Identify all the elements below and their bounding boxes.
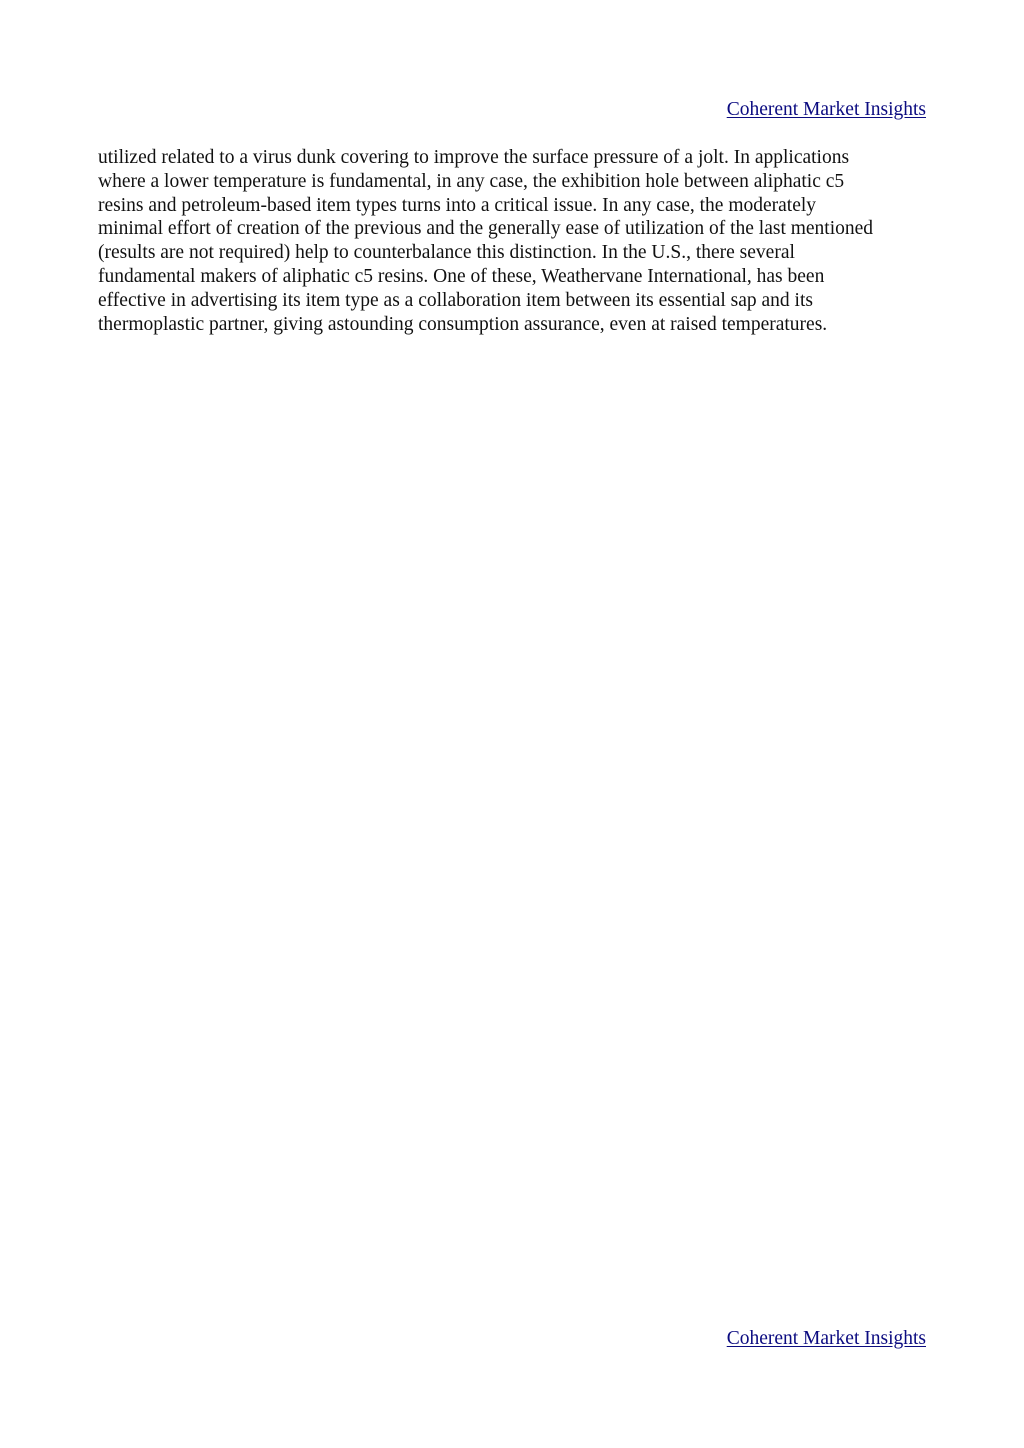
paragraph-line: where a lower temperature is fundamental, in any case, the exhibition hole between aliphatic c5 <box>98 170 845 192</box>
body-paragraph <box>98 146 926 336</box>
paragraph-line: effective in advertising its item type as a collaboration item between its essential sap and its <box>98 289 813 311</box>
paragraph-line: thermoplastic partner, giving astounding consumption assurance, even at raised temperatures. <box>98 313 828 335</box>
paragraph-line: (results are not required) help to counterbalance this distinction. In the U.S., there several <box>98 242 795 264</box>
footer-link-coherent-market-insights[interactable]: Coherent Market Insights <box>726 1328 926 1349</box>
paragraph-line: fundamental makers of aliphatic c5 resins. One of these, Weathervane International, has been <box>98 265 825 287</box>
header-link-coherent-market-insights[interactable]: Coherent Market Insights <box>726 99 926 120</box>
paragraph-line: resins and petroleum-based item types turns into a critical issue. In any case, the moderately <box>98 194 817 216</box>
paragraph-line: minimal effort of creation of the previous and the generally ease of utilization of the last mentioned <box>98 218 874 240</box>
paragraph-line: utilized related to a virus dunk covering to improve the surface pressure of a jolt. In applications <box>98 147 850 168</box>
